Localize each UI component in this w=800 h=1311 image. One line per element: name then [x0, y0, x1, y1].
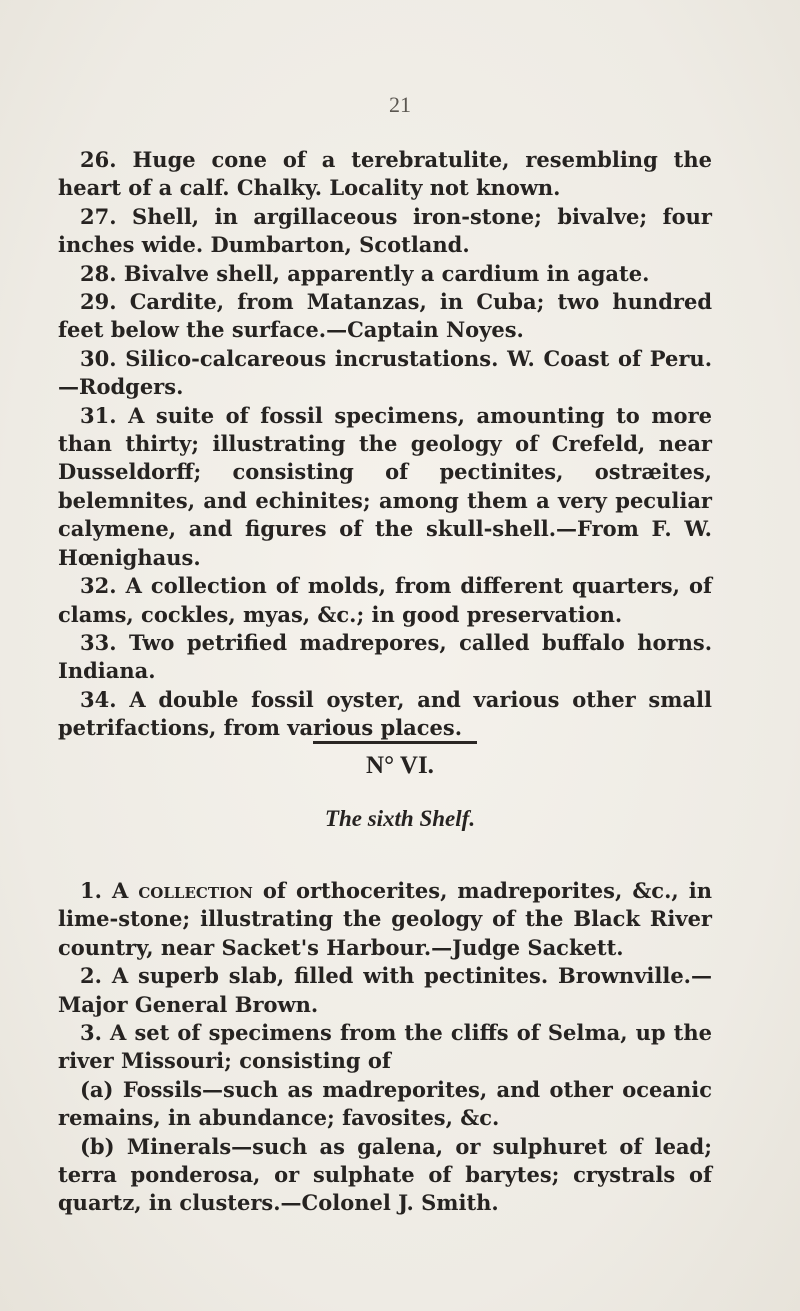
catalogue-entries-bottom — [58, 877, 712, 1218]
section-divider — [313, 741, 477, 744]
catalogue-sub-entry — [58, 1133, 712, 1218]
catalogue-entry — [58, 686, 712, 743]
entry-number: 28. — [80, 260, 117, 286]
catalogue-entry — [58, 345, 712, 402]
catalogue-sub-entry — [58, 1076, 712, 1133]
catalogue-entries-top — [58, 146, 712, 743]
entry-lead-smallcaps: collection — [138, 878, 253, 903]
sub-entry-text: Fossils—such as madreporites, and other oceanic remains, in abundance; favosites, &c. — [58, 1076, 713, 1131]
section-heading: N° VI. — [366, 752, 434, 779]
entry-number: 26. — [80, 147, 117, 172]
entry-text: Silico-calcareous incrustations. W. Coast of Peru. —Rodgers. — [58, 345, 713, 400]
entry-text: Two petrified madrepores, called buffalo horns. Indiana. — [58, 629, 713, 684]
entry-lead: A — [112, 878, 129, 903]
entry-number: 33. — [80, 629, 117, 655]
catalogue-entry — [58, 572, 712, 629]
sub-entry-label: (a) — [80, 1076, 114, 1102]
sub-entry-text: Minerals—such as galena, or sulphuret of lead; terra ponderosa, or sulphate of barytes; crystrals of quartz, in clusters.—Colonel J. Smith. — [58, 1133, 712, 1216]
catalogue-entry — [58, 203, 712, 260]
entry-number: 34. — [80, 686, 117, 712]
entry-number: 2. — [80, 963, 102, 989]
entry-text: A set of specimens from the cliffs of Selma, up the river Missouri; consisting of — [58, 1020, 712, 1074]
entry-number: 29. — [80, 289, 117, 315]
page-number: 21 — [389, 92, 411, 117]
entry-number: 31. — [80, 402, 117, 428]
entry-number: 1. — [80, 878, 102, 903]
catalogue-entry — [58, 288, 712, 345]
catalogue-entry — [58, 877, 712, 962]
entry-text: Bivalve shell, apparently a cardium in agate. — [123, 260, 650, 286]
catalogue-entry — [58, 1019, 712, 1076]
entry-text: of orthocerites, madreporites, &c., in lime-stone; illustrating the geology of the Black River country, near Sacket's Harbour.—Judge Sackett. — [58, 878, 713, 960]
entry-text: A superb slab, filled with pectinites. Brownville.— Major General Brown. — [58, 963, 712, 1017]
entry-number: 32. — [80, 573, 117, 599]
catalogue-entry — [58, 962, 712, 1019]
entry-text: Huge cone of a terebratulite, resembling the heart of a calf. Chalky. Locality not known. — [58, 147, 712, 201]
entry-number: 27. — [80, 203, 117, 229]
catalogue-entry — [58, 260, 712, 288]
entry-number: 3. — [80, 1020, 102, 1046]
entry-text: A suite of fossil specimens, amounting to more than thirty; illustrating the geology of Crefeld, near Dusseldorff; consisting of pectinites, ostræites, belemnites, and echinites; among them a very peculiar calymene, and figures of the skull-shell.—From F. W. Hœnighaus. — [58, 402, 712, 570]
catalogue-entry — [58, 402, 712, 572]
entry-text: Cardite, from Matanzas, in Cuba; two hundred feet below the surface.—Captain Noyes. — [58, 289, 712, 343]
entry-text: A collection of molds, from different quarters, of clams, cockles, myas, &c.; in good preservation. — [58, 573, 713, 627]
catalogue-entry — [58, 146, 712, 203]
sub-entry-label: (b) — [80, 1133, 115, 1159]
entry-number: 30. — [80, 345, 117, 371]
catalogue-entry — [58, 629, 712, 686]
entry-text: A double fossil oyster, and various other small petrifactions, from various places. — [58, 686, 713, 741]
entry-text: Shell, in argillaceous iron-stone; bivalve; four inches wide. Dumbarton, Scotland. — [58, 203, 712, 258]
section-subheading: The sixth Shelf. — [324, 806, 476, 831]
